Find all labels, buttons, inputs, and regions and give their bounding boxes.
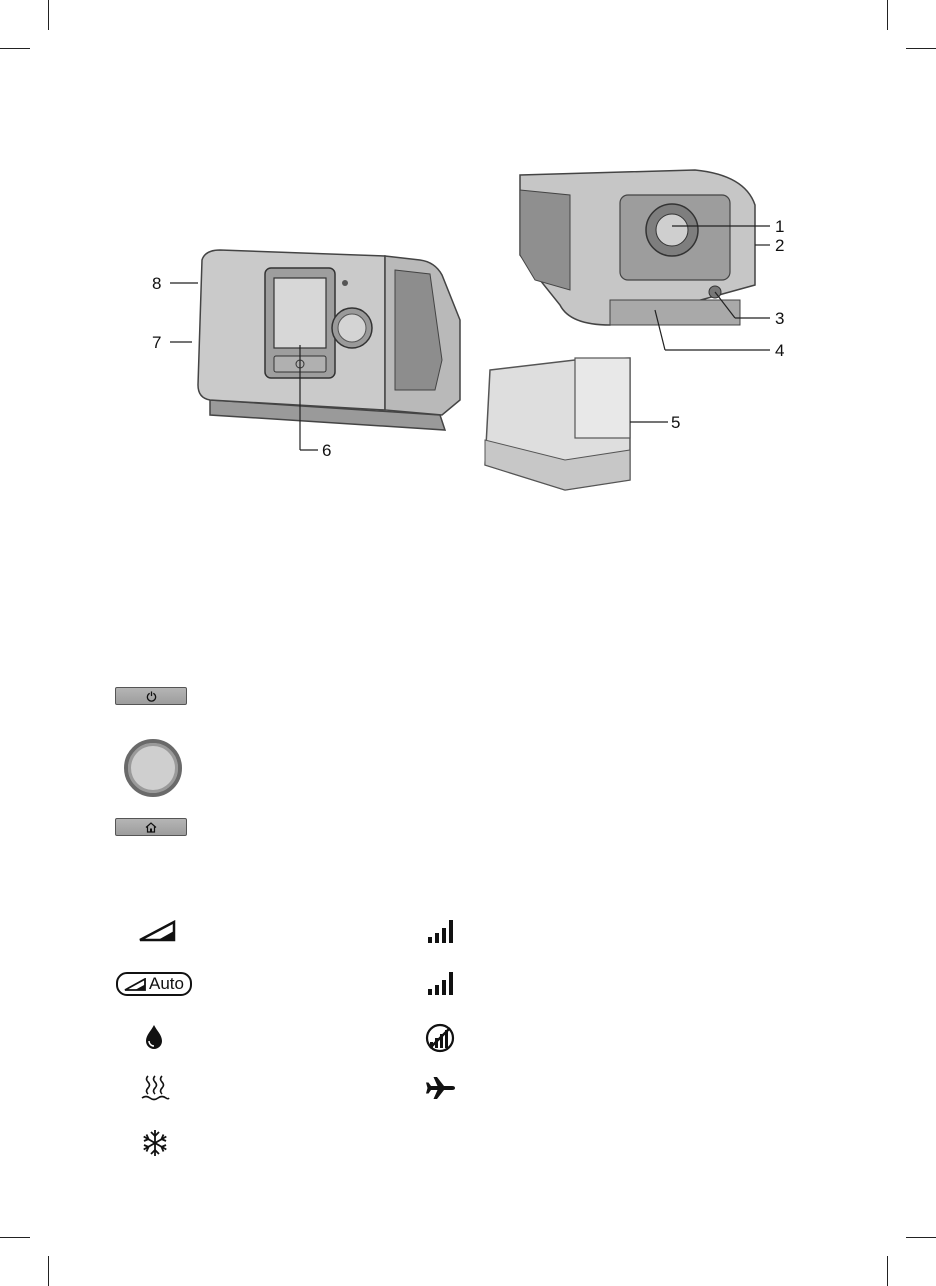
callout-6: 6 xyxy=(322,441,332,460)
airplane-mode-icon xyxy=(425,1076,457,1100)
callout-4: 4 xyxy=(775,341,785,360)
callout-7: 7 xyxy=(152,333,162,352)
crop-mark xyxy=(906,1237,936,1238)
callout-8: 8 xyxy=(152,274,162,293)
dial-knob[interactable] xyxy=(124,739,182,797)
ramp-mini-icon xyxy=(124,978,146,991)
home-icon xyxy=(145,822,157,833)
callout-3: 3 xyxy=(775,309,785,328)
ramp-icon xyxy=(138,920,176,942)
humidity-drop-icon xyxy=(144,1024,164,1050)
heated-tube-icon xyxy=(140,1074,170,1102)
signal-strength-icon xyxy=(427,970,457,996)
callout-1: 1 xyxy=(775,217,785,236)
crop-mark xyxy=(48,1256,49,1286)
crop-mark xyxy=(0,1237,30,1238)
callout-leaders xyxy=(0,0,936,520)
crop-mark xyxy=(887,1256,888,1286)
no-signal-icon xyxy=(424,1023,458,1053)
snowflake-icon xyxy=(140,1128,170,1158)
home-button[interactable] xyxy=(115,818,187,836)
auto-label: Auto xyxy=(149,974,184,993)
power-button[interactable] xyxy=(115,687,187,705)
signal-strength-icon xyxy=(427,918,457,944)
auto-ramp-icon xyxy=(116,972,192,996)
callout-2: 2 xyxy=(775,236,785,255)
power-icon xyxy=(146,691,157,702)
callout-5: 5 xyxy=(671,413,681,432)
